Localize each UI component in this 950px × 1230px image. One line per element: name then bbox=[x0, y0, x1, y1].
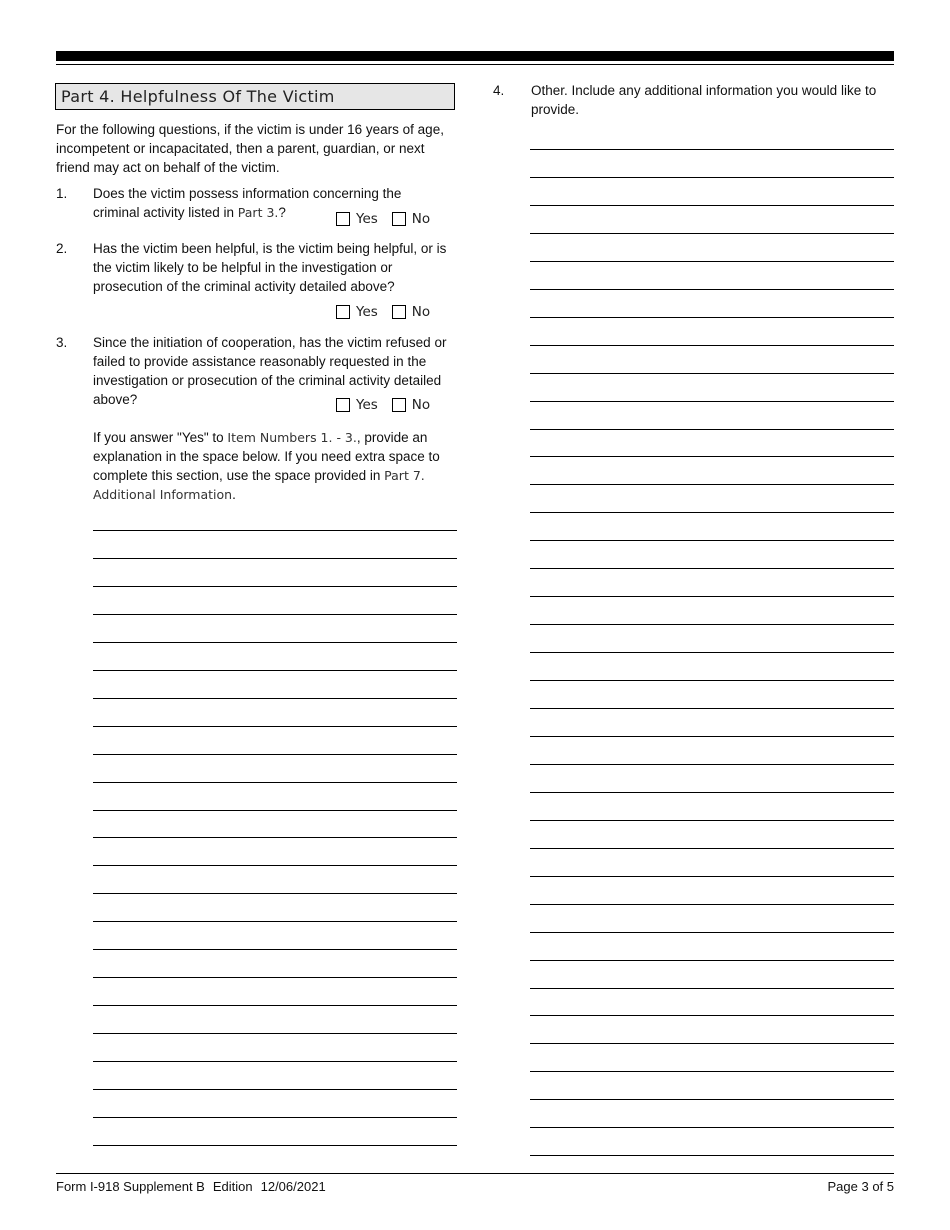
part4-header: Part 4. Helpfulness Of The Victim bbox=[55, 83, 455, 110]
explain-ref-part7: Part 7. Additional Information bbox=[93, 468, 425, 502]
q4-answer-line[interactable] bbox=[530, 373, 894, 374]
q2-yes-no bbox=[336, 302, 444, 320]
explanation-answer-line[interactable] bbox=[93, 586, 457, 587]
q4-answer-line[interactable] bbox=[530, 456, 894, 457]
q3-yes-label: Yes bbox=[356, 397, 378, 413]
q4-answer-line[interactable] bbox=[530, 988, 894, 989]
q4-answer-line[interactable] bbox=[530, 960, 894, 961]
explanation-answer-line[interactable] bbox=[93, 698, 457, 699]
q4-answer-line[interactable] bbox=[530, 1071, 894, 1072]
top-border-bar bbox=[56, 51, 894, 61]
q1-yes-label: Yes bbox=[356, 211, 378, 227]
q4-answer-line[interactable] bbox=[530, 876, 894, 877]
q4-answer-line[interactable] bbox=[530, 177, 894, 178]
q4-number: 4. bbox=[493, 83, 505, 98]
q4-text: Other. Include any additional information you would like to provide. bbox=[531, 83, 877, 117]
top-border-thin bbox=[56, 64, 894, 65]
explain-ref-items: Item Numbers 1. - 3. bbox=[227, 430, 357, 445]
explanation-answer-line[interactable] bbox=[93, 1145, 457, 1146]
footer-page-number: Page 3 of 5 bbox=[827, 1179, 894, 1194]
explanation-answer-line[interactable] bbox=[93, 614, 457, 615]
explanation-answer-line[interactable] bbox=[93, 670, 457, 671]
q2-number: 2. bbox=[56, 241, 68, 256]
q4-answer-line[interactable] bbox=[530, 736, 894, 737]
q4-answer-line[interactable] bbox=[530, 345, 894, 346]
q4-answer-line[interactable] bbox=[530, 1155, 894, 1156]
explanation-answer-line[interactable] bbox=[93, 782, 457, 783]
explanation-answer-line[interactable] bbox=[93, 642, 457, 643]
q4-answer-line[interactable] bbox=[530, 484, 894, 485]
footer-edition-label: Edition bbox=[212, 1179, 253, 1194]
explanation-instructions bbox=[93, 428, 458, 504]
q4-answer-line[interactable] bbox=[530, 820, 894, 821]
q1-yes-no bbox=[336, 209, 444, 227]
q4-answer-line[interactable] bbox=[530, 792, 894, 793]
q1-no-label: No bbox=[411, 211, 431, 227]
explanation-answer-line[interactable] bbox=[93, 977, 457, 978]
q4-answer-line[interactable] bbox=[530, 317, 894, 318]
q4-answer-line[interactable] bbox=[530, 205, 894, 206]
q3-yes-checkbox[interactable] bbox=[336, 398, 350, 412]
explanation-answer-line[interactable] bbox=[93, 754, 457, 755]
q4-answer-line[interactable] bbox=[530, 624, 894, 625]
q4-answer-line[interactable] bbox=[530, 540, 894, 541]
explanation-answer-line[interactable] bbox=[93, 558, 457, 559]
q4-answer-line[interactable] bbox=[530, 289, 894, 290]
q4-answer-line[interactable] bbox=[530, 1127, 894, 1128]
explanation-answer-line[interactable] bbox=[93, 726, 457, 727]
explanation-answer-line[interactable] bbox=[93, 921, 457, 922]
q4-answer-line[interactable] bbox=[530, 1043, 894, 1044]
q4-answer-line[interactable] bbox=[530, 904, 894, 905]
q1-text-b: ? bbox=[278, 205, 286, 220]
q2-text: Has the victim been helpful, is the victim being helpful, or is the victim likely to be helpful in the investigation or prosecution of the criminal activity detailed above? bbox=[93, 241, 447, 294]
explanation-answer-line[interactable] bbox=[93, 1033, 457, 1034]
q3-no-label: No bbox=[411, 397, 431, 413]
explanation-answer-line[interactable] bbox=[93, 865, 457, 866]
q1-no-checkbox[interactable] bbox=[392, 212, 406, 226]
q4-answer-line[interactable] bbox=[530, 568, 894, 569]
q4-answer-line[interactable] bbox=[530, 149, 894, 150]
q1-text-a: Does the victim possess information concerning the criminal activity listed in bbox=[93, 186, 402, 220]
explanation-answer-line[interactable] bbox=[93, 810, 457, 811]
explanation-answer-line[interactable] bbox=[93, 1005, 457, 1006]
part4-intro: For the following questions, if the victim is under 16 years of age, incompetent or incapacitated, then a parent, guardian, or next friend may act on behalf of the victim. bbox=[56, 122, 444, 175]
explanation-answer-line[interactable] bbox=[93, 530, 457, 531]
q2-no-checkbox[interactable] bbox=[392, 305, 406, 319]
explanation-answer-line[interactable] bbox=[93, 893, 457, 894]
explanation-answer-line[interactable] bbox=[93, 1061, 457, 1062]
q4-answer-line[interactable] bbox=[530, 429, 894, 430]
q4-answer-line[interactable] bbox=[530, 261, 894, 262]
q2-yes-label: Yes bbox=[356, 304, 378, 320]
q2-no-label: No bbox=[411, 304, 431, 320]
q2-yes-checkbox[interactable] bbox=[336, 305, 350, 319]
q3-text: Since the initiation of cooperation, has the victim refused or failed to provide assistance reasonably requested in the investigation or prosecution of the criminal activity detailed above? bbox=[93, 335, 447, 407]
q1-ref: Part 3. bbox=[237, 205, 279, 220]
footer-rule bbox=[56, 1173, 894, 1174]
q4-answer-line[interactable] bbox=[530, 680, 894, 681]
explain-text-a: If you answer "Yes" to bbox=[93, 430, 228, 445]
q3-number: 3. bbox=[56, 335, 68, 350]
q4-answer-line[interactable] bbox=[530, 401, 894, 402]
q4-answer-line[interactable] bbox=[530, 1015, 894, 1016]
q1-number: 1. bbox=[56, 186, 68, 201]
q4-answer-line[interactable] bbox=[530, 764, 894, 765]
explanation-answer-line[interactable] bbox=[93, 837, 457, 838]
q3-no-checkbox[interactable] bbox=[392, 398, 406, 412]
q1-yes-checkbox[interactable] bbox=[336, 212, 350, 226]
explanation-answer-line[interactable] bbox=[93, 949, 457, 950]
footer-edition-date: 12/06/2021 bbox=[260, 1179, 326, 1194]
footer-form-name: Form I-918 Supplement B bbox=[56, 1179, 205, 1194]
explanation-answer-line[interactable] bbox=[93, 1117, 457, 1118]
q4-answer-line[interactable] bbox=[530, 652, 894, 653]
q3-yes-no bbox=[336, 395, 444, 413]
q4-answer-line[interactable] bbox=[530, 1099, 894, 1100]
explain-text-c: . bbox=[232, 487, 236, 502]
q4-answer-line[interactable] bbox=[530, 233, 894, 234]
q4-answer-line[interactable] bbox=[530, 932, 894, 933]
q4-answer-line[interactable] bbox=[530, 512, 894, 513]
explanation-answer-line[interactable] bbox=[93, 1089, 457, 1090]
footer-form-id bbox=[56, 1179, 326, 1194]
q4-answer-line[interactable] bbox=[530, 596, 894, 597]
q4-answer-line[interactable] bbox=[530, 708, 894, 709]
q4-answer-line[interactable] bbox=[530, 848, 894, 849]
explain-text-b: , provide an explanation in the space below. If you need extra space to complete this section, use the space provided in bbox=[93, 430, 440, 483]
